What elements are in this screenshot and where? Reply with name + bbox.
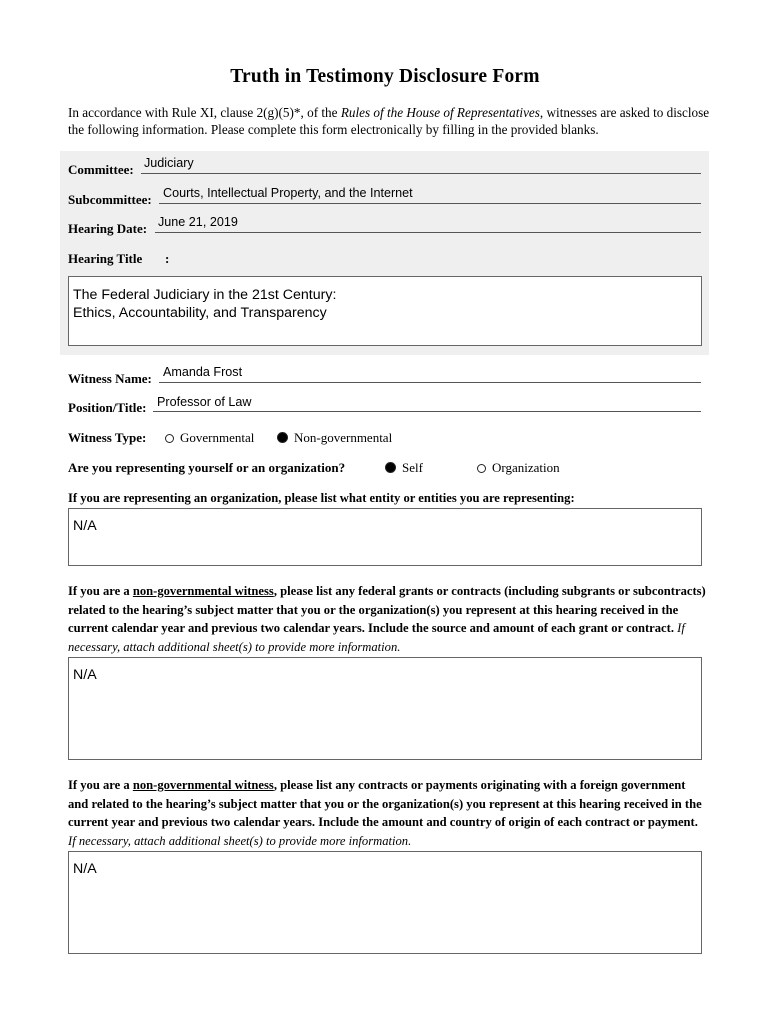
committee-field[interactable]: Judiciary [144,156,194,170]
foreign-payments-field-value: N/A [73,861,97,877]
grants-question [68,582,708,656]
form-title: Truth in Testimony Disclosure Form [230,66,540,87]
grants-question-pre: If you are a [68,584,133,598]
intro-rules-name: Rules of the House of Representatives [340,105,540,120]
self-radio-selected-icon[interactable] [385,462,396,473]
hearing-title-line-2: Ethics, Accountability, and Transparency [73,305,327,321]
nongovernmental-radio-selected-icon[interactable] [277,432,288,443]
committee-field-line[interactable] [141,173,701,174]
foreign-question-underlined: non-governmental witness [132,778,274,792]
foreign-payments-question [68,776,708,850]
hearing-title-field[interactable] [68,276,702,346]
grants-question-main: , please list any federal grants or contracts (including subgrants or subcontracts) related to the hearing’s subject matter that you or the organization(s) you represent at this hearing received in the current calendar year and previous two calendar years. Include the source and amount of each grant or contract. [68,584,706,635]
subcommittee-field[interactable]: Courts, Intellectual Property, and the Internet [163,186,413,200]
intro-text-end: , witnesses are asked to disclose the following information. Please complete this form electronically by filling in the provided blanks. [68,105,710,137]
hearing-title-colon: : [165,251,170,266]
hearing-title-label: Hearing Title [68,251,143,266]
witness-type-label: Witness Type: [68,430,147,445]
organization-option-label: Organization [492,460,560,475]
position-title-label: Position/Title: [68,400,147,415]
grants-question-note: If necessary, attach additional sheet(s) to provide more information. [68,621,685,654]
organization-field[interactable] [68,508,702,566]
self-option-label: Self [402,460,423,475]
witness-name-label: Witness Name: [68,371,152,386]
witness-name-field-line[interactable] [159,382,701,383]
hearing-date-field[interactable]: June 21, 2019 [158,215,238,229]
organization-question: If you are representing an organization, please list what entity or entities you are representing: [68,491,575,505]
subcommittee-field-line[interactable] [159,203,701,204]
grants-field[interactable] [68,657,702,760]
subcommittee-label: Subcommittee: [68,192,152,207]
witness-type-nongovernmental-option[interactable] [277,430,392,446]
committee-label: Committee: [68,162,134,177]
witness-name-field[interactable]: Amanda Frost [163,365,243,379]
representing-question: Are you representing yourself or an organization? [68,460,346,475]
organization-radio-icon[interactable] [477,464,486,473]
representing-organization-option[interactable] [477,460,560,476]
foreign-payments-field[interactable] [68,851,702,954]
hearing-title-line-1: The Federal Judiciary in the 21st Century: [73,287,337,303]
hearing-date-label: Hearing Date: [68,221,148,236]
position-title-field-line[interactable] [153,411,701,412]
intro-paragraph [68,104,718,138]
representing-self-option[interactable] [385,460,423,476]
organization-field-value: N/A [73,518,97,534]
witness-type-governmental-option[interactable] [165,430,254,446]
foreign-question-main: , please list any contracts or payments originating with a foreign government and related to the hearing’s subject matter that you or the organization(s) you represent at this hearing received in the current year and previous two calendar years. Include the amount and country of origin of each contract or payment. [68,778,702,829]
foreign-question-note: If necessary, attach additional sheet(s) to provide more information. [68,833,412,848]
grants-question-underlined: non-governmental witness [132,584,274,598]
hearing-date-field-line[interactable] [155,232,701,233]
governmental-option-label: Governmental [180,430,255,445]
grants-field-value: N/A [73,667,97,683]
governmental-radio-icon[interactable] [165,434,174,443]
intro-text-start: In accordance with Rule XI, clause 2(g)(5)*, of the [68,105,341,120]
nongovernmental-option-label: Non-governmental [294,430,393,445]
foreign-question-pre: If you are a [68,778,133,792]
position-title-field[interactable]: Professor of Law [157,395,252,409]
